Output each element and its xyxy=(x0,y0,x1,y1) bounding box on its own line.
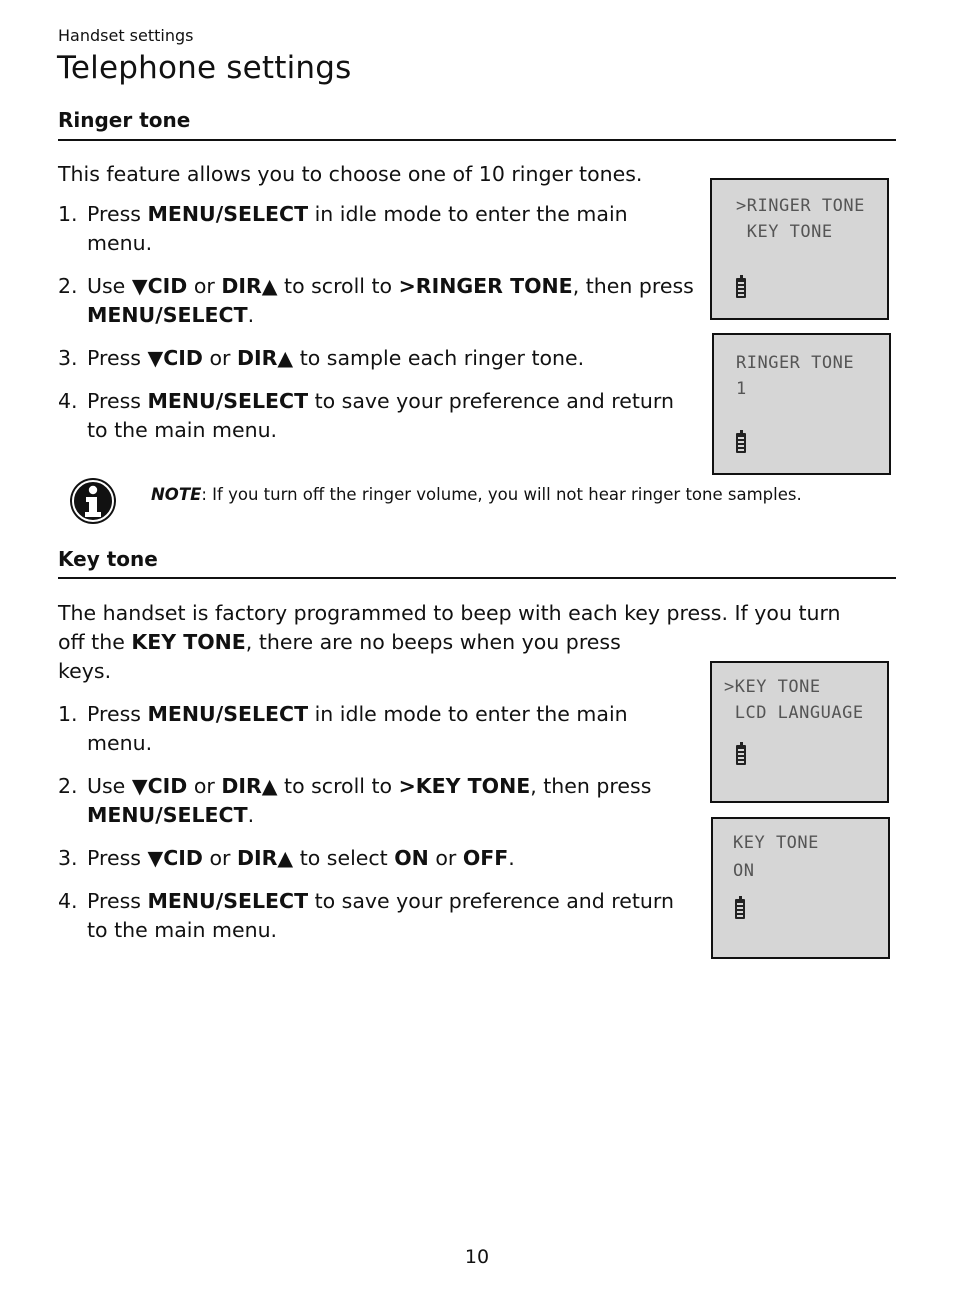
key-tone-intro: The handset is factory programmed to beep with each key press. If you turn off the KEY TONE, there are no beeps when you press keys. xyxy=(58,601,841,683)
list-item: 2. Use ▼CID or DIR▲ to scroll to >KEY TONE, then press MENU/SELECT. xyxy=(58,774,652,827)
section-divider xyxy=(58,577,896,579)
battery-icon xyxy=(736,745,746,765)
list-item: 1. Press MENU/SELECT in idle mode to enter the main menu. xyxy=(58,702,628,755)
lcd-line: >RINGER TONE xyxy=(736,196,865,216)
list-item: 4. Press MENU/SELECT to save your preference and return to the main menu. xyxy=(58,389,674,442)
list-item: 2. Use ▼CID or DIR▲ to scroll to >RINGER TONE, then press MENU/SELECT. xyxy=(58,274,694,327)
page-title: Telephone settings xyxy=(57,50,352,86)
lcd-line: >KEY TONE xyxy=(724,677,821,697)
lcd-line: LCD LANGUAGE xyxy=(724,703,864,723)
breadcrumb: Handset settings xyxy=(58,26,194,45)
page-number: 10 xyxy=(464,1246,490,1268)
lcd-screen-key-menu xyxy=(710,661,889,803)
note-text: NOTE: If you turn off the ringer volume, you will not hear ringer tone samples. xyxy=(151,485,802,504)
lcd-line: KEY TONE xyxy=(736,222,833,242)
section-heading-key-tone: Key tone xyxy=(58,547,158,571)
lcd-line: ON xyxy=(733,861,755,881)
ringer-tone-steps xyxy=(58,200,698,459)
lcd-screen-ringer-tone xyxy=(712,333,891,475)
battery-icon xyxy=(736,278,746,298)
list-item: 4. Press MENU/SELECT to save your preference and return to the main menu. xyxy=(58,889,674,942)
list-item: 1. Press MENU/SELECT in idle mode to enter the main menu. xyxy=(58,202,628,255)
ringer-tone-intro: This feature allows you to choose one of 10 ringer tones. xyxy=(58,162,643,186)
info-icon xyxy=(69,477,117,525)
list-item: 3. Press ▼CID or DIR▲ to select ON or OFF. xyxy=(58,846,515,870)
battery-icon xyxy=(736,433,746,453)
lcd-line: KEY TONE xyxy=(733,833,819,853)
battery-icon xyxy=(735,899,745,919)
section-heading-ringer-tone: Ringer tone xyxy=(58,108,191,132)
lcd-line: RINGER TONE xyxy=(736,353,855,373)
key-tone-steps xyxy=(58,700,698,959)
lcd-line: 1 xyxy=(736,379,747,399)
list-item: 3. Press ▼CID or DIR▲ to sample each ringer tone. xyxy=(58,346,585,370)
section-divider xyxy=(58,139,896,141)
lcd-screen-ringer-menu xyxy=(710,178,889,320)
lcd-screen-key-tone xyxy=(711,817,890,959)
